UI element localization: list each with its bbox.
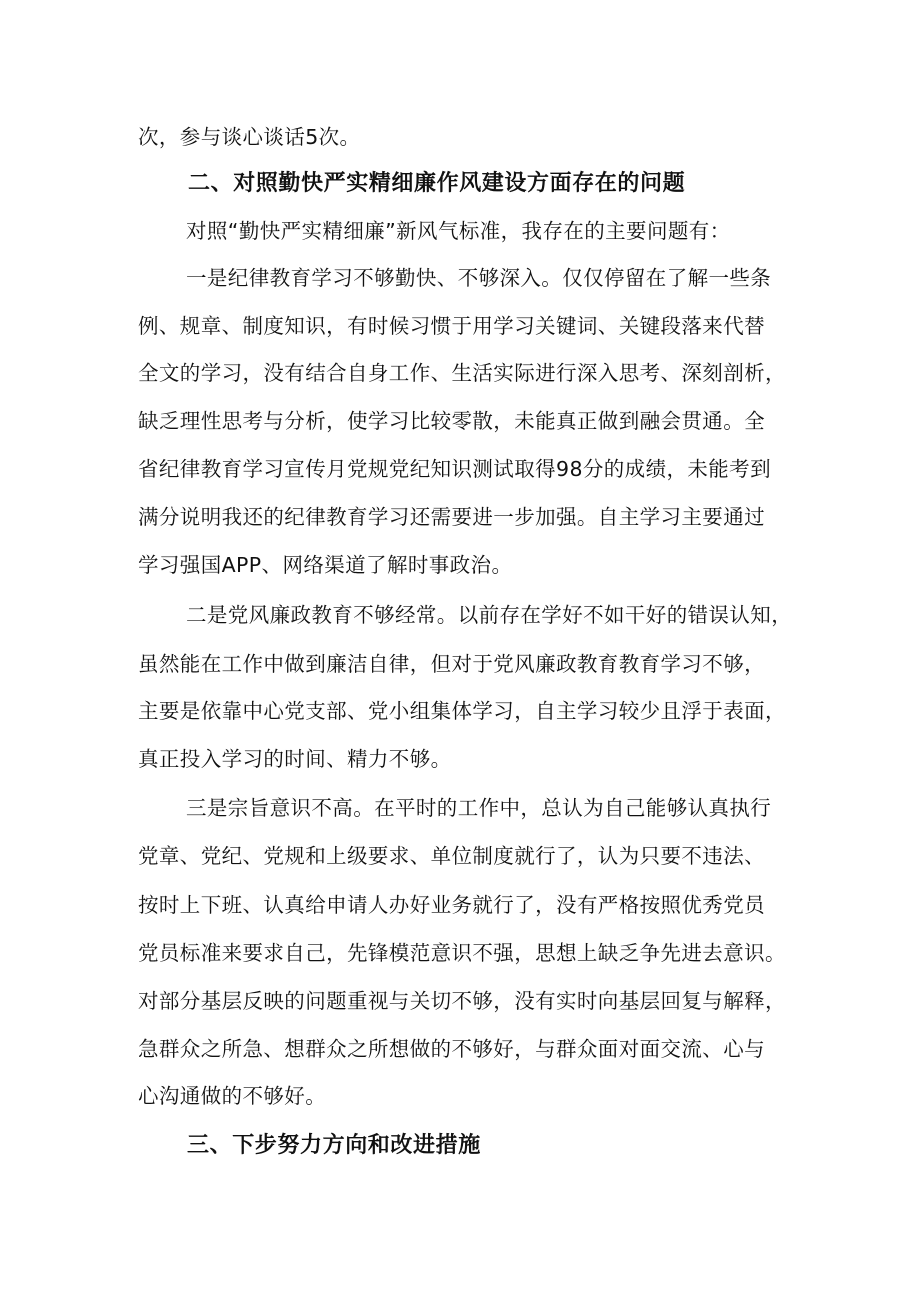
- paragraph-line: 对照“勤快严实精细廉”新风气标准，我存在的主要问题有：: [186, 219, 731, 243]
- section-heading: 二、对照勤快严实精细廉作风建设方面存在的问题: [188, 171, 686, 196]
- paragraph-line: 二是党风廉政教育不够经常。以前存在学好不如干好的错误认知，: [186, 603, 793, 627]
- paragraph-line: 党章、党纪、党规和上级要求、单位制度就行了，认为只要不违法、: [138, 844, 765, 868]
- paragraph-line: 缺乏理性思考与分析，使学习比较零散，未能真正做到融会贯通。全: [138, 409, 765, 433]
- paragraph-line: 急群众之所急、想群众之所想做的不够好，与群众面对面交流、心与: [138, 1037, 765, 1061]
- paragraph-line: 虽然能在工作中做到廉洁自律，但对于党风廉政教育教育学习不够，: [138, 652, 765, 676]
- paragraph-line: 按时上下班、认真给申请人办好业务就行了，没有严格按照优秀党员: [138, 893, 765, 917]
- section-heading: 三、下步努力方向和改进措施: [187, 1133, 481, 1158]
- paragraph-line: 心沟通做的不够好。: [138, 1084, 327, 1108]
- paragraph-line: 真正投入学习的时间、精力不够。: [138, 747, 452, 771]
- paragraph-line: 三是宗旨意识不高。在平时的工作中，总认为自己能够认真执行: [186, 796, 772, 820]
- paragraph-line: 次，参与谈心谈话5次。: [138, 125, 361, 149]
- paragraph-line: 一是纪律教育学习不够勤快、不够深入。仅仅停留在了解一些条: [186, 266, 772, 290]
- paragraph-line: 学习强国APP、网络渠道了解时事政治。: [138, 553, 513, 577]
- paragraph-line: 满分说明我还的纪律教育学习还需要进一步加强。自主学习主要通过: [138, 505, 765, 529]
- paragraph-line: 全文的学习，没有结合自身工作、生活实际进行深入思考、深刻剖析，: [138, 361, 786, 385]
- paragraph-line: 例、规章、制度知识，有时候习惯于用学习关键词、关键段落来代替: [138, 314, 765, 338]
- paragraph-line: 对部分基层反映的问题重视与关切不够，没有实时向基层回复与解释，: [138, 989, 786, 1013]
- paragraph-line: 党员标准来要求自己，先锋模范意识不强，思想上缺乏争先进去意识。: [138, 941, 786, 965]
- paragraph-line: 主要是依靠中心党支部、党小组集体学习，自主学习较少且浮于表面，: [138, 699, 786, 723]
- paragraph-line: 省纪律教育学习宣传月党规党纪知识测试取得98分的成绩，未能考到: [138, 457, 771, 481]
